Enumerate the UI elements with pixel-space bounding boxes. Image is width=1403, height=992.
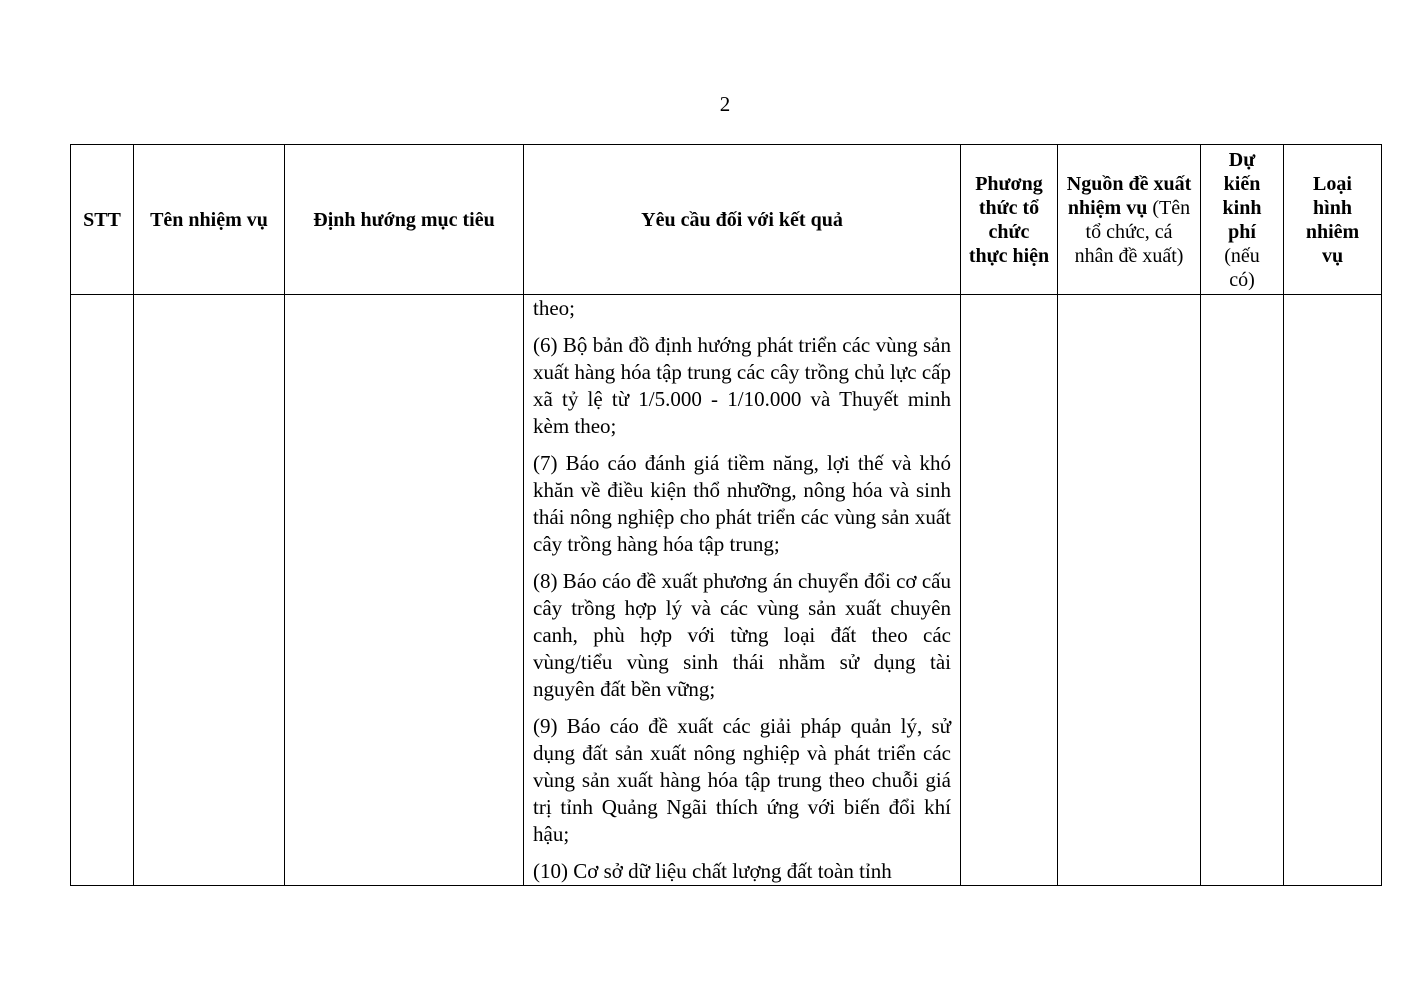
requirement-item: (7) Báo cáo đánh giá tiềm năng, lợi thế và khó khăn về điều kiện thổ nhưỡng, nông hóa và sinh thái nông nghiệp cho phát triển các vùng sản xuất cây trồng hàng hóa tập trung; xyxy=(533,451,951,556)
header-target-orientation: Định hướng mục tiêu xyxy=(285,145,524,295)
cell-estimated-budget xyxy=(1201,295,1284,886)
requirement-item: (9) Báo cáo đề xuất các giải pháp quản lý, sử dụng đất sản xuất nông nghiệp và phát triển các vùng sản xuất hàng hóa tập trung theo chuỗi giá trị tỉnh Quảng Ngãi thích ứng với biến đổi khí hậu; xyxy=(533,714,951,846)
requirement-item: (6) Bộ bản đồ định hướng phát triển các vùng sản xuất hàng hóa tập trung các cây trồng chủ lực cấp xã tỷ lệ từ 1/5.000 - 1/10.000 và Thuyết minh kèm theo; xyxy=(533,333,951,438)
requirement-item: (8) Báo cáo đề xuất phương án chuyển đổi cơ cấu cây trồng hợp lý và các vùng sản xuất chuyên canh, phù hợp với từng loại đất theo các vùng/tiểu vùng sinh thái nhằm sử dụng tài nguyên đất bền vững; xyxy=(533,569,951,701)
header-task-name: Tên nhiệm vụ xyxy=(134,145,285,295)
header-result-requirements: Yêu cầu đối với kết quả xyxy=(524,145,961,295)
header-proposal-source-label: Nguồn đề xuất nhiệm vụ xyxy=(1066,172,1192,219)
header-proposal-source xyxy=(1058,145,1201,295)
header-estimated-budget xyxy=(1201,145,1284,295)
header-stt: STT xyxy=(71,145,134,295)
header-estimated-budget-note: (nếu có) xyxy=(1224,244,1260,291)
header-task-type: Loại hình nhiêm vụ xyxy=(1284,145,1382,295)
table-row xyxy=(71,295,1382,886)
header-estimated-budget-label: Dự kiến kinh phí xyxy=(1222,148,1262,243)
page-number: 2 xyxy=(719,92,731,116)
cell-proposal-source xyxy=(1058,295,1201,886)
header-proposal-source-note: (Tên tổ chức, cá nhân đề xuất) xyxy=(1074,196,1191,267)
task-table xyxy=(70,144,1382,886)
cell-task-type xyxy=(1284,295,1382,886)
cell-implementation-method xyxy=(961,295,1058,886)
header-implementation-method: Phương thức tổ chức thực hiện xyxy=(961,145,1058,295)
cell-target-orientation xyxy=(285,295,524,886)
cell-task-name xyxy=(134,295,285,886)
requirement-continuation: theo; xyxy=(533,296,575,320)
table-header-row xyxy=(71,145,1382,295)
cell-stt xyxy=(71,295,134,886)
requirement-item: (10) Cơ sở dữ liệu chất lượng đất toàn tỉnh xyxy=(533,859,892,883)
cell-result-requirements xyxy=(524,295,961,886)
